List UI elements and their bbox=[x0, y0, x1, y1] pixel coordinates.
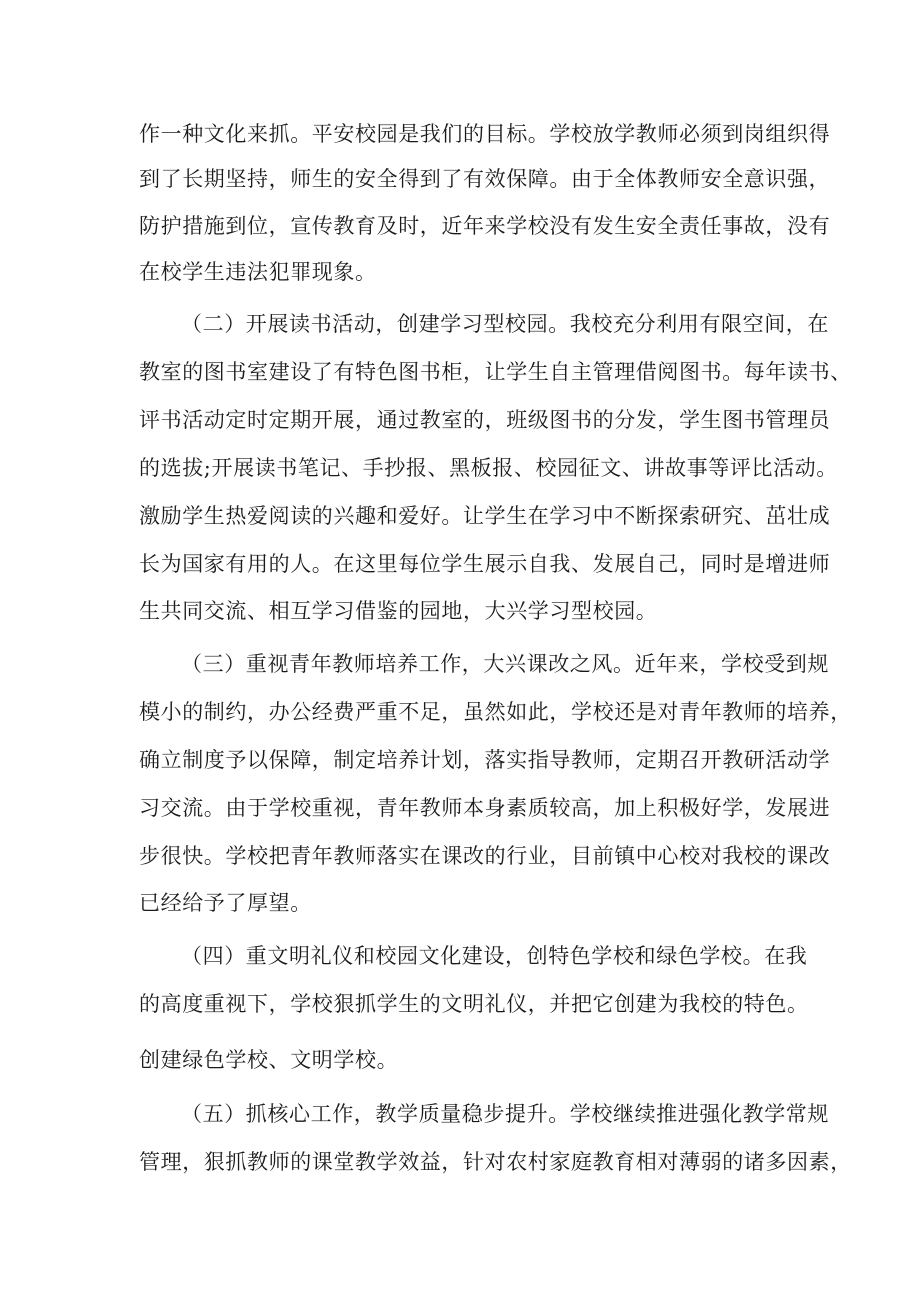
text-line: 的高度重视下，学校狠抓学生的文明礼仪，并把它创建为我校的特色。 bbox=[139, 992, 809, 1016]
text-line: 创建绿色学校、文明学校。 bbox=[139, 1048, 399, 1072]
paragraph-5-start: （五）抓核心工作，教学质量稳步提升。学校继续推进强化教学常规 bbox=[181, 1102, 829, 1126]
text-line: 生共同交流、相互学习借鉴的园地，大兴学习型校园。 bbox=[139, 599, 658, 623]
text-line: 防护措施到位，宣传教育及时，近年来学校没有发生安全责任事故，没有 bbox=[139, 214, 831, 238]
text-line: 评书活动定时定期开展，通过教室的，班级图书的分发，学生图书管理员 bbox=[139, 408, 831, 432]
text-line: 确立制度予以保障，制定培养计划，落实指导教师，定期召开教研活动学 bbox=[139, 748, 831, 772]
text-line: 已经给予了厚望。 bbox=[139, 891, 312, 915]
text-line: 习交流。由于学校重视，青年教师本身素质较高，加上积极好学，发展进 bbox=[139, 796, 831, 820]
text-line: 模小的制约，办公经费严重不足，虽然如此，学校还是对青年教师的培养， bbox=[139, 700, 852, 724]
text-line: 的选拔;开展读书笔记、手抄报、黑板报、校园征文、讲故事等评比活动。 bbox=[139, 456, 838, 480]
text-line: 到了长期坚持，师生的安全得到了有效保障。由于全体教师安全意识强， bbox=[139, 167, 831, 191]
text-line: 管理，狠抓教师的课堂教学效益，针对农村家庭教育相对薄弱的诸多因素， bbox=[139, 1150, 852, 1174]
text-line: 在校学生违法犯罪现象。 bbox=[139, 260, 377, 284]
text-line: 作一种文化来抓。平安校园是我们的目标。学校放学教师必须到岗组织得 bbox=[139, 122, 831, 146]
paragraph-4-start: （四）重文明礼仪和校园文化建设，创特色学校和绿色学校。在我 bbox=[181, 944, 808, 968]
paragraph-3-start: （三）重视青年教师培养工作，大兴课改之风。近年来，学校受到规 bbox=[181, 652, 829, 676]
text-line: 步很快。学校把青年教师落实在课改的行业，目前镇中心校对我校的课改 bbox=[139, 844, 831, 868]
text-line: 教室的图书室建设了有特色图书柜，让学生自主管理借阅图书。每年读书、 bbox=[139, 360, 852, 384]
text-line: 长为国家有用的人。在这里每位学生展示自我、发展自己，同时是增进师 bbox=[139, 552, 831, 576]
paragraph-2-start: （二）开展读书活动，创建学习型校园。我校充分利用有限空间，在 bbox=[181, 312, 829, 336]
text-line: 激励学生热爱阅读的兴趣和爱好。让学生在学习中不断探索研究、茁壮成 bbox=[139, 504, 831, 528]
